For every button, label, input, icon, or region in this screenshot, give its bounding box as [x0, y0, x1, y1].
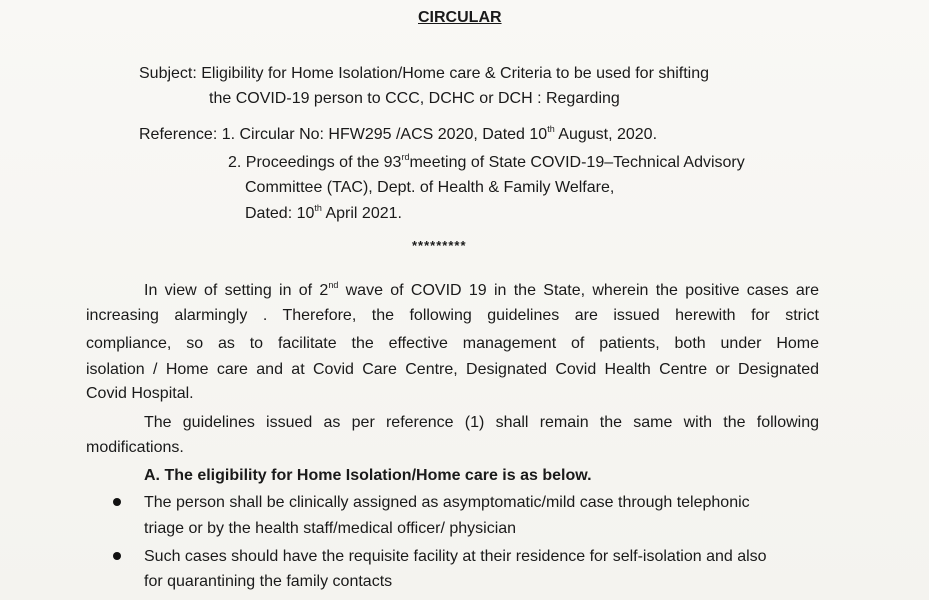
paragraph-2-line-2: modifications. [86, 439, 184, 456]
paragraph-1-line-3: compliance, so as to facilitate the effective management of patients, both under Home [86, 335, 819, 352]
bullet-1-line-2: triage or by the health staff/medical officer/ physician [144, 520, 517, 537]
paragraph-1-line-4: isolation / Home care and at Covid Care Centre, Designated Covid Health Centre or Designated [86, 361, 819, 378]
bullet-1-line-1: The person shall be clinically assigned as asymptomatic/mild case through telephonic [144, 494, 750, 511]
bullet-2-line-2: for quarantining the family contacts [144, 573, 393, 590]
reference-2-line-2: Committee (TAC), Dept. of Health & Family Welfare, [245, 179, 615, 196]
reference-1: Reference: 1. Circular No: HFW295 /ACS 2020, Dated 10th August, 2020. [139, 124, 658, 143]
paragraph-2-line-1: The guidelines issued as per reference (1) shall remain the same with the following [144, 414, 819, 431]
bullet-dot [113, 498, 121, 506]
paragraph-1-line-2: increasing alarmingly . Therefore, the following guidelines are issued herewith for strict [86, 307, 819, 324]
subject-line-2: the COVID-19 person to CCC, DCHC or DCH : Regarding [209, 90, 620, 107]
bullet-2-line-1: Such cases should have the requisite facility at their residence for self-isolation and also [144, 548, 767, 565]
reference-2-line-3: Dated: 10th April 2021. [245, 203, 402, 222]
subject-line-1: Subject: Eligibility for Home Isolation/Home care & Criteria to be used for shifting [139, 65, 710, 82]
section-a-heading: A. The eligibility for Home Isolation/Home care is as below. [144, 467, 592, 484]
document-title: CIRCULAR [418, 9, 502, 26]
reference-2: 2. Proceedings of the 93rdmeeting of State COVID-19–Technical Advisory [228, 152, 745, 171]
paragraph-1-line-5: Covid Hospital. [86, 385, 194, 402]
separator: ********* [412, 238, 467, 253]
bullet-dot [113, 552, 121, 560]
paragraph-1-line-1: In view of setting in of 2nd wave of COVID 19 in the State, wherein the positive cases are [144, 280, 819, 299]
